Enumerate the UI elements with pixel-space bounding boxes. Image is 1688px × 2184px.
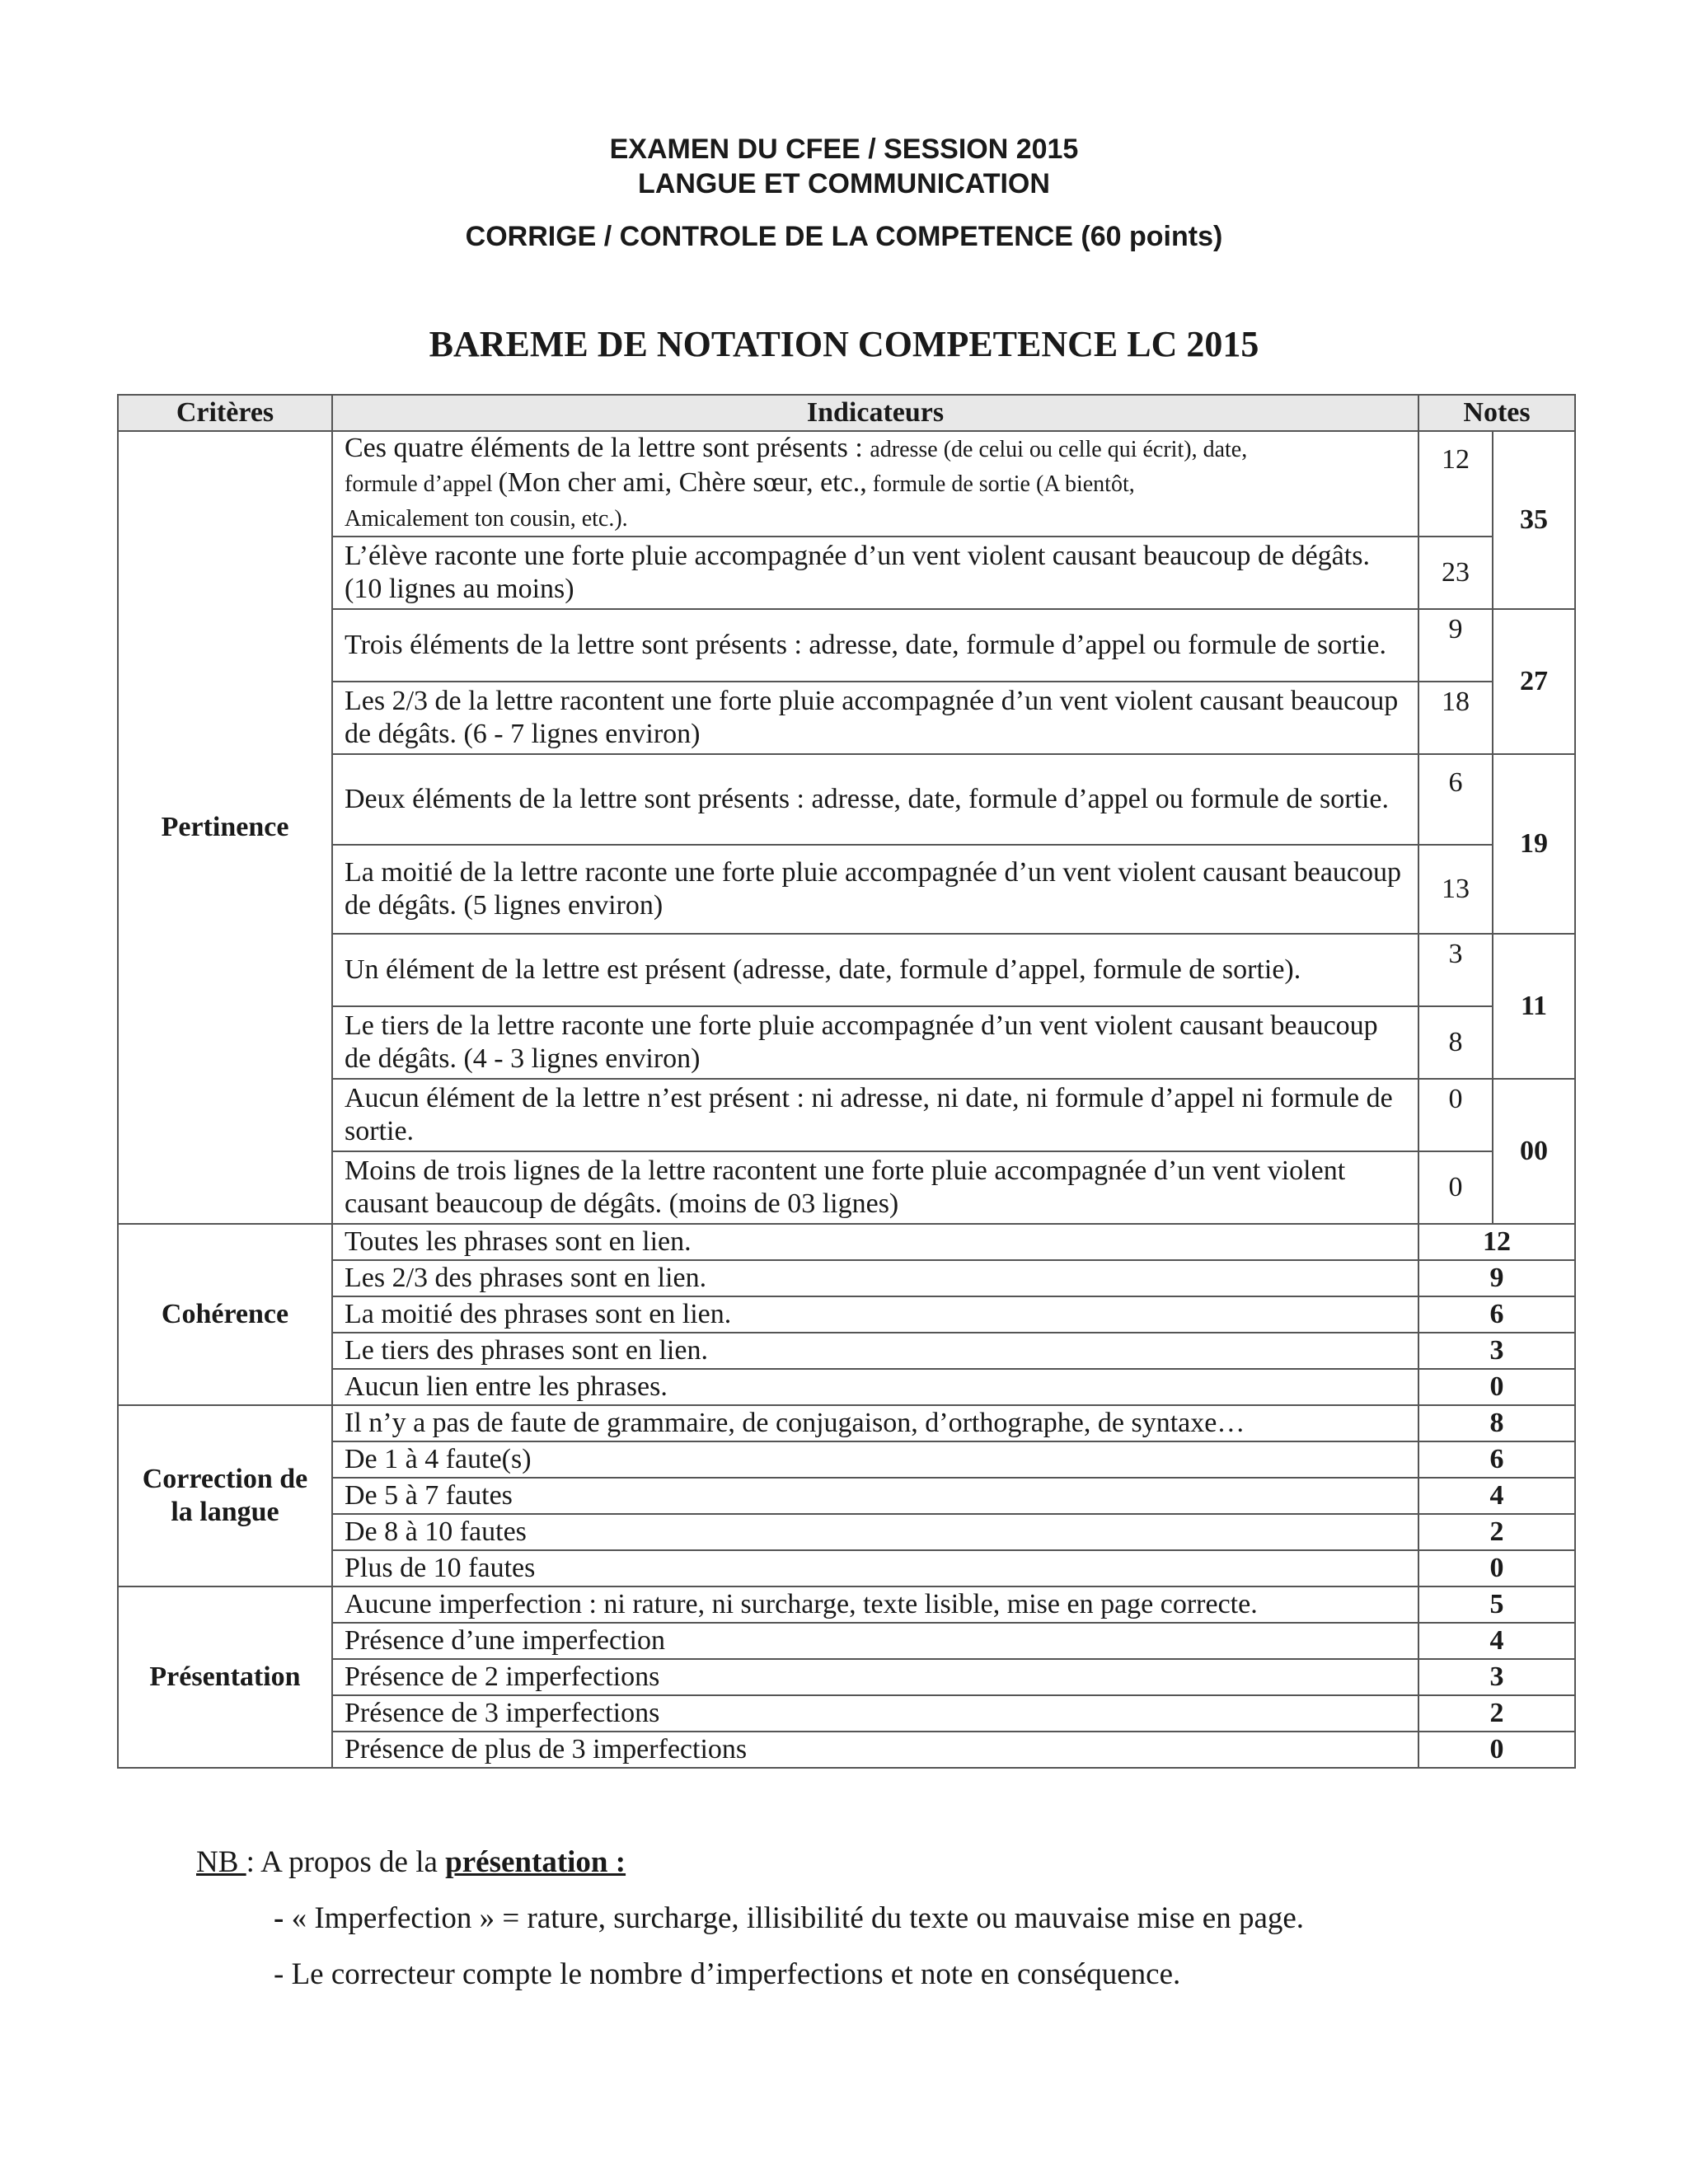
- sub-note: 0: [1418, 1079, 1493, 1151]
- table-row: [118, 1623, 1575, 1659]
- indicator-cell: Moins de trois lignes de la lettre racontent une forte pluie accompagnée d’un vent violent causant beaucoup de dégâts. (moins de 03 lignes): [332, 1151, 1418, 1224]
- note-cell: 2: [1418, 1514, 1575, 1550]
- nb-label: NB: [196, 1845, 246, 1879]
- table-row: [118, 1695, 1575, 1732]
- sub-note: 23: [1418, 537, 1493, 609]
- note-cell: 8: [1418, 1405, 1575, 1441]
- document-title: BAREME DE NOTATION COMPETENCE LC 2015: [429, 324, 1259, 364]
- header-criteres: Critères: [118, 395, 332, 431]
- note-cell: 12: [1418, 1224, 1575, 1260]
- sub-note: 3: [1418, 934, 1493, 1006]
- group-total: 35: [1493, 431, 1575, 609]
- indicator-cell: Aucun lien entre les phrases.: [332, 1369, 1418, 1405]
- note-cell: 6: [1418, 1441, 1575, 1478]
- table-row: [118, 1333, 1575, 1369]
- indicator-cell: Un élément de la lettre est présent (adresse, date, formule d’appel, formule de sortie).: [332, 934, 1418, 1006]
- nb-note: NB : A propos de la présentation :: [196, 1845, 626, 1879]
- nb-bullet-2: - Le correcteur compte le nombre d’imperfections et note en conséquence.: [274, 1957, 1181, 1991]
- indicator-cell: Présence de 2 imperfections: [332, 1659, 1418, 1695]
- note-cell: 0: [1418, 1550, 1575, 1586]
- indicator-cell: Les 2/3 des phrases sont en lien.: [332, 1260, 1418, 1296]
- table-row: [118, 754, 1575, 845]
- sub-note: 13: [1418, 845, 1493, 934]
- nb-bullet-1: - « Imperfection » = rature, surcharge, illisibilité du texte ou mauvaise mise en page.: [274, 1901, 1305, 1935]
- criterion-presentation: Présentation: [118, 1586, 332, 1768]
- criterion-pertinence: Pertinence: [118, 431, 332, 1224]
- indicator-cell: Le tiers de la lettre raconte une forte pluie accompagnée d’un vent violent causant beaucoup de dégâts. (4 - 3 lignes environ): [332, 1006, 1418, 1079]
- table-row: [118, 1514, 1575, 1550]
- group-total: 11: [1493, 934, 1575, 1079]
- table-row: [118, 1478, 1575, 1514]
- sub-note: 18: [1418, 682, 1493, 754]
- indicator-cell: Présence d’une imperfection: [332, 1623, 1418, 1659]
- table-row: [118, 1296, 1575, 1333]
- note-cell: 5: [1418, 1586, 1575, 1623]
- grading-table: [117, 394, 1576, 1769]
- table-row: [118, 1441, 1575, 1478]
- header-indicateurs: Indicateurs: [332, 395, 1418, 431]
- indicator-cell: L’élève raconte une forte pluie accompagnée d’un vent violent causant beaucoup de dégâts. (10 lignes au moins): [332, 537, 1418, 609]
- table-row: [118, 1732, 1575, 1768]
- sub-note: 9: [1418, 609, 1493, 682]
- table-row: [118, 1151, 1575, 1224]
- criterion-coherence: Cohérence: [118, 1224, 332, 1405]
- table-header-row: [118, 395, 1575, 431]
- table-row: [118, 1369, 1575, 1405]
- note-cell: 0: [1418, 1369, 1575, 1405]
- group-total: 00: [1493, 1079, 1575, 1224]
- note-cell: 3: [1418, 1659, 1575, 1695]
- indicator-cell: La moitié des phrases sont en lien.: [332, 1296, 1418, 1333]
- group-total: 27: [1493, 609, 1575, 754]
- indicator-cell: Toutes les phrases sont en lien.: [332, 1224, 1418, 1260]
- indicator-cell: Plus de 10 fautes: [332, 1550, 1418, 1586]
- indicator-cell: De 1 à 4 faute(s): [332, 1441, 1418, 1478]
- table-row: [118, 1659, 1575, 1695]
- indicator-cell: Aucun élément de la lettre n’est présent : ni adresse, ni date, ni formule d’appel ni formule de sortie.: [332, 1079, 1418, 1151]
- indicator-cell: Trois éléments de la lettre sont présents : adresse, date, formule d’appel ou formule de sortie.: [332, 609, 1418, 682]
- exam-header-line1: EXAMEN DU CFEE / SESSION 2015: [609, 134, 1079, 165]
- indicator-cell: La moitié de la lettre raconte une forte pluie accompagnée d’un vent violent causant beaucoup de dégâts. (5 lignes environ): [332, 845, 1418, 934]
- note-cell: 6: [1418, 1296, 1575, 1333]
- indicator-cell: Les 2/3 de la lettre racontent une forte pluie accompagnée d’un vent violent causant beaucoup de dégâts. (6 - 7 lignes environ): [332, 682, 1418, 754]
- table-row: [118, 1550, 1575, 1586]
- indicator-cell: Le tiers des phrases sont en lien.: [332, 1333, 1418, 1369]
- note-cell: 0: [1418, 1732, 1575, 1768]
- sub-note: 8: [1418, 1006, 1493, 1079]
- table-row: [118, 609, 1575, 682]
- table-row: [118, 431, 1575, 537]
- header-notes: Notes: [1418, 395, 1575, 431]
- note-cell: 3: [1418, 1333, 1575, 1369]
- table-row: [118, 1586, 1575, 1623]
- sub-note: 12: [1418, 431, 1493, 537]
- group-total: 19: [1493, 754, 1575, 934]
- exam-header-line2: LANGUE ET COMMUNICATION: [638, 168, 1050, 199]
- indicator-cell: Aucune imperfection : ni rature, ni surcharge, texte lisible, mise en page correcte.: [332, 1586, 1418, 1623]
- indicator-cell: De 8 à 10 fautes: [332, 1514, 1418, 1550]
- indicator-cell: Présence de 3 imperfections: [332, 1695, 1418, 1732]
- table-row: [118, 845, 1575, 934]
- nb-topic: présentation :: [445, 1845, 626, 1879]
- table-row: [118, 682, 1575, 754]
- note-cell: 4: [1418, 1623, 1575, 1659]
- indicator-cell: Il n’y a pas de faute de grammaire, de conjugaison, d’orthographe, de syntaxe…: [332, 1405, 1418, 1441]
- table-row: [118, 934, 1575, 1006]
- indicator-cell: Présence de plus de 3 imperfections: [332, 1732, 1418, 1768]
- indicator-cell: Ces quatre éléments de la lettre sont présents : adresse (de celui ou celle qui écrit), date, formule d’appel (Mon cher ami, Chère sœur, etc., formule de sortie (A bientôt, Amicalement ton cousin, etc.).: [332, 431, 1418, 537]
- note-cell: 2: [1418, 1695, 1575, 1732]
- table-row: [118, 1224, 1575, 1260]
- exam-header-line3: CORRIGE / CONTROLE DE LA COMPETENCE (60 points): [465, 221, 1223, 252]
- indicator-cell: Deux éléments de la lettre sont présents : adresse, date, formule d’appel ou formule de sortie.: [332, 754, 1418, 845]
- table-row: [118, 1405, 1575, 1441]
- sub-note: 6: [1418, 754, 1493, 845]
- criterion-correction: Correction de la langue: [118, 1405, 332, 1586]
- table-row: [118, 1006, 1575, 1079]
- table-row: [118, 537, 1575, 609]
- sub-note: 0: [1418, 1151, 1493, 1224]
- note-cell: 9: [1418, 1260, 1575, 1296]
- indicator-cell: De 5 à 7 fautes: [332, 1478, 1418, 1514]
- table-row: [118, 1079, 1575, 1151]
- note-cell: 4: [1418, 1478, 1575, 1514]
- table-row: [118, 1260, 1575, 1296]
